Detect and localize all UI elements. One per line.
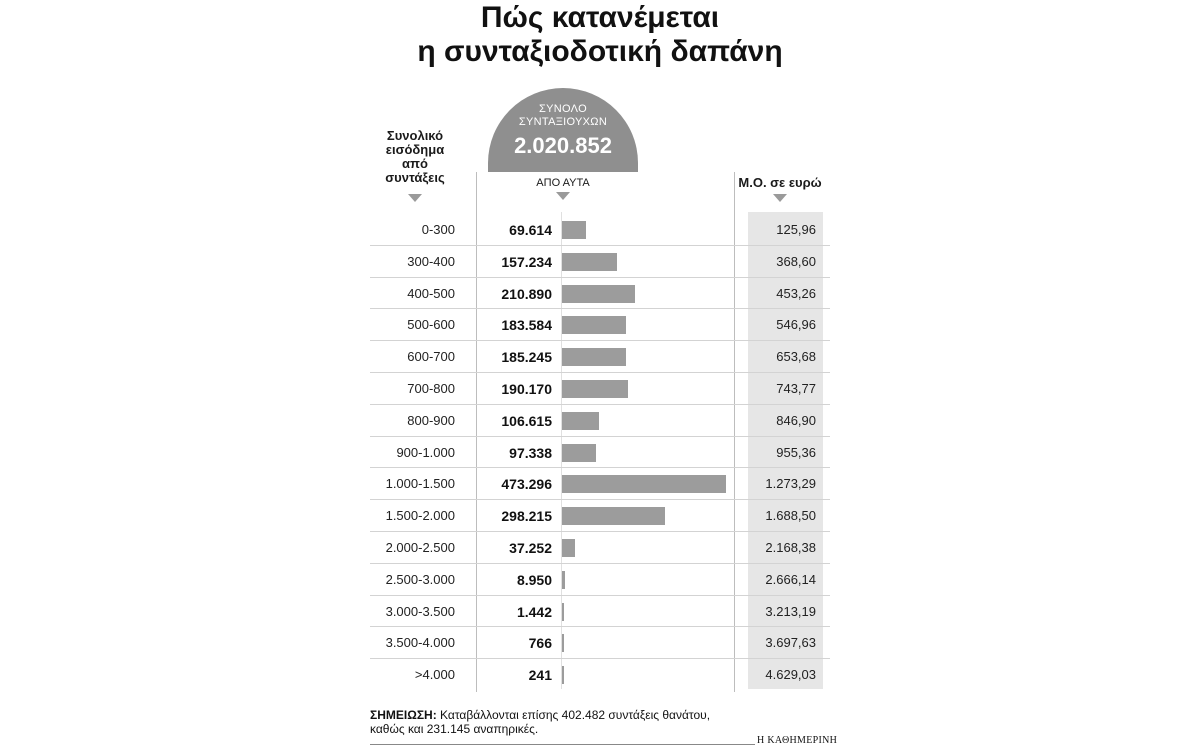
count-bar [562,507,665,525]
count-bar [562,253,617,271]
table-row [0,659,1200,691]
average-value: 3.697,63 [765,635,816,651]
row-separator [370,563,830,564]
count-bar [562,539,575,557]
count-data-label: 37.252 [509,540,552,556]
income-header-line-4: συντάξεις [385,170,445,185]
footnote-text-line-2: καθώς και 231.145 αναπηρικές. [370,722,539,736]
count-bar [562,571,565,589]
count-header-arrow-icon [556,192,570,200]
count-bar [562,316,626,334]
chart-title-line-1: Πώς κατανέμεται [480,1,720,34]
count-data-label: 766 [528,635,552,652]
income-range-label: 3.000-3.500 [385,603,455,619]
average-column-header: Μ.Ο. σε ευρώ [738,175,822,190]
income-range-label: 700-800 [407,381,455,396]
count-bar [562,634,564,652]
count-data-label: 97.338 [509,444,552,461]
table-row [0,341,1200,373]
income-range-label: 600-700 [407,349,455,365]
income-range-label: 2.500-3.000 [385,571,455,587]
average-value: 3.213,19 [765,603,816,619]
count-column-header: ΑΠΟ ΑΥΤΑ [536,177,590,189]
income-header-line-1: Συνολικό [386,128,444,143]
row-separator [370,436,830,437]
income-range-label: 800-900 [407,412,455,428]
income-range-label: 900-1.000 [396,444,455,460]
row-separator [370,245,830,246]
table-row [0,532,1200,564]
count-bar [562,603,564,621]
average-value: 1.688,50 [765,508,816,524]
table-row [0,468,1200,500]
income-range-label: >4.000 [414,667,455,683]
row-separator [370,467,830,468]
publisher-name: Η ΚΑΘΗΜΕΡΙΝΗ [757,735,838,746]
income-column-header [370,129,460,185]
count-bar [562,285,635,303]
income-range-label: 300-400 [407,253,455,269]
average-value: 743,77 [776,381,816,396]
income-range-label: 1.500-2.000 [385,508,455,524]
table-row [0,373,1200,405]
count-bar [562,412,599,430]
table-row [0,309,1200,341]
average-value: 1.273,29 [765,476,816,492]
income-header-line-2: εισόδημα [385,142,445,157]
row-separator [370,277,830,278]
footnote-line-1 [370,708,770,722]
table-row [0,500,1200,532]
average-value: 453,26 [776,285,816,301]
count-data-label: 157.234 [501,253,552,270]
count-data-label: 473.296 [501,476,552,493]
total-value: 2.020.852 [514,133,612,158]
average-value: 2.666,14 [765,571,816,587]
average-value: 368,60 [776,253,816,269]
footnote-text-line-1: Καταβάλλονται επίσης 402.482 συντάξεις θανάτου, [440,708,711,722]
table-row [0,405,1200,437]
count-bar [562,348,626,366]
average-value: 2.168,38 [765,540,816,555]
footnote [370,708,770,736]
table-row [0,564,1200,596]
row-separator [370,308,830,309]
average-value: 955,36 [776,444,816,460]
count-data-label: 185.245 [501,349,552,366]
row-separator [370,531,830,532]
count-bar [562,666,564,684]
income-range-label: 1.000-1.500 [385,476,455,492]
count-data-label: 241 [528,667,552,684]
chart-title-line-2: η συνταξιοδοτική δαπάνη [417,35,783,68]
income-range-label: 3.500-4.000 [385,635,455,651]
row-separator [370,404,830,405]
average-value: 846,90 [776,412,816,428]
count-bar [562,475,726,493]
count-data-label: 210.890 [501,285,552,302]
count-data-label: 190.170 [501,381,552,397]
table-row [0,596,1200,628]
total-pensioners-badge [488,88,638,172]
average-value: 653,68 [776,349,816,365]
total-label-line-1: ΣΥΝΟΛΟ [539,103,587,115]
row-separator [370,372,830,373]
count-data-label: 106.615 [501,412,552,429]
average-value: 125,96 [776,222,816,237]
count-data-label: 8.950 [516,571,552,588]
table-row [0,627,1200,659]
count-bar [562,380,628,398]
row-separator [370,340,830,341]
row-separator [370,595,830,596]
count-bar [562,221,586,239]
average-header-arrow-icon [773,194,787,202]
count-data-label: 69.614 [509,222,552,238]
table-row [0,214,1200,246]
average-value: 546,96 [776,317,816,333]
income-range-label: 500-600 [407,317,455,333]
income-range-label: 400-500 [407,285,455,301]
footer-rule [370,744,755,745]
income-header-line-3: από [402,156,428,171]
row-separator [370,626,830,627]
income-header-arrow-icon [408,194,422,202]
row-separator [370,658,830,659]
total-label-line-2: ΣΥΝΤΑΞΙΟΥΧΩΝ [518,116,608,128]
income-range-label: 2.000-2.500 [385,540,455,555]
average-value: 4.629,03 [765,667,816,683]
count-data-label: 298.215 [501,508,552,525]
count-data-label: 183.584 [501,317,552,334]
count-bar [562,444,596,462]
table-row [0,246,1200,278]
footnote-label: ΣΗΜΕΙΩΣΗ: [370,708,437,722]
income-range-label: 0-300 [421,222,455,237]
row-separator [370,499,830,500]
table-row [0,278,1200,310]
count-data-label: 1.442 [516,603,552,620]
table-row [0,437,1200,469]
